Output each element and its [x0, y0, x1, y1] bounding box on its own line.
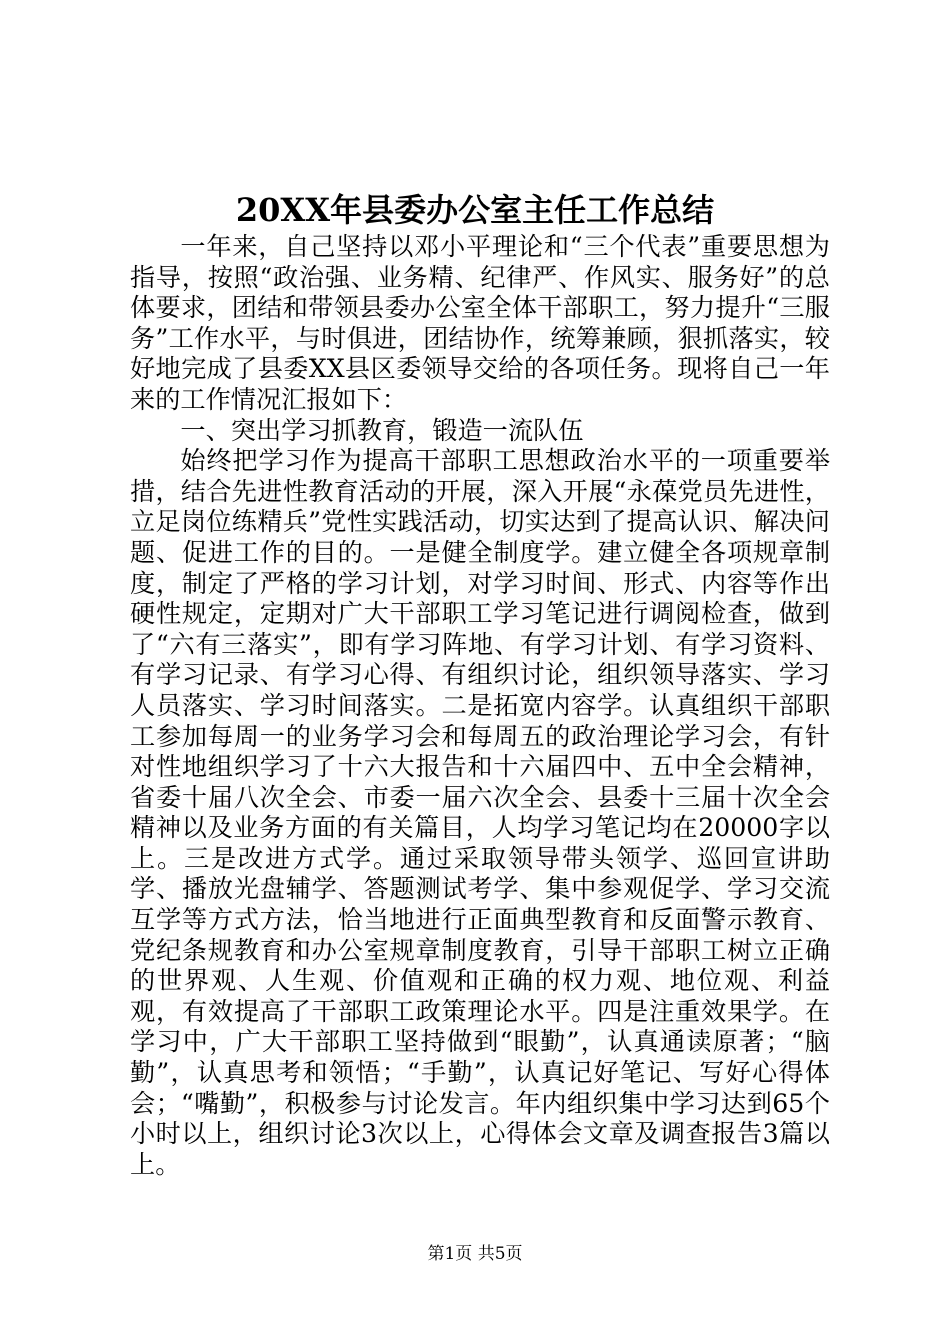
paragraph-study: 始终把学习作为提高干部职工思想政治水平的一项重要举措，结合先进性教育活动的开展，深入开展“永葆党员先进性，立足岗位练精兵”党性实践活动，切实达到了提高认识、解决问题、促进工作的目的。一是健全制度学。建立健全各项规章制度，制定了严格的学习计划，对学习时间、形式、内容等作出硬性规定，定期对广大干部职工学习笔记进行调阅检查，做到了“六有三落实”，即有学习阵地、有学习计划、有学习资料、有学习记录、有学习心得、有组织讨论，组织领导落实、学习人员落实、学习时间落实。二是拓宽内容学。认真组织干部职工参加每周一的业务学习会和每周五的政治理论学习会，有针对性地组织学习了十六大报告和十六届四中、五中全会精神，省委十届八次全会、市委一届六次全会、县委十三届十次全会精神以及业务方面的有关篇目，人均学习笔记均在20000字以上。三是改进方式学。通过采取领导带头领学、巡回宣讲助学、播放光盘辅学、答题测试考学、集中参观促学、学习交流互学等方式方法，恰当地进行正面典型教育和反面警示教育、党纪条规教育和办公室规章制度教育，引导干部职工树立正确的世界观、人生观、价值观和正确的权力观、地位观、利益观，有效提高了干部职工政策理论水平。四是注重效果学。在学习中，广大干部职工坚持做到“眼勤”，认真通读原著；“脑勤”，认真思考和领悟；“手勤”，认真记好笔记、写好心得体会；“嘴勤”，积极参与讨论发言。年内组织集中学习达到65个小时以上，组织讨论3次以上，心得体会文章及调查报告3篇以上。: [130, 446, 830, 1179]
section-heading-1: 一、突出学习抓教育，锻造一流队伍: [180, 415, 584, 445]
document-title: 20XX年县委办公室主任工作总结: [235, 191, 715, 229]
paragraph-intro: 一年来，自己坚持以邓小平理论和“三个代表”重要思想为指导，按照“政治强、业务精、纪律严、作风实、服务好”的总体要求，团结和带领县委办公室全体干部职工，努力提升“三服务”工作水平，与时俱进，团结协作，统筹兼顾，狠抓落实，较好地完成了县委XX县区委领导交给的各项任务。现将自己一年来的工作情况汇报如下：: [130, 232, 830, 414]
page-number-footer: 第1页 共5页: [427, 1244, 523, 1264]
document-body: [130, 232, 830, 1180]
